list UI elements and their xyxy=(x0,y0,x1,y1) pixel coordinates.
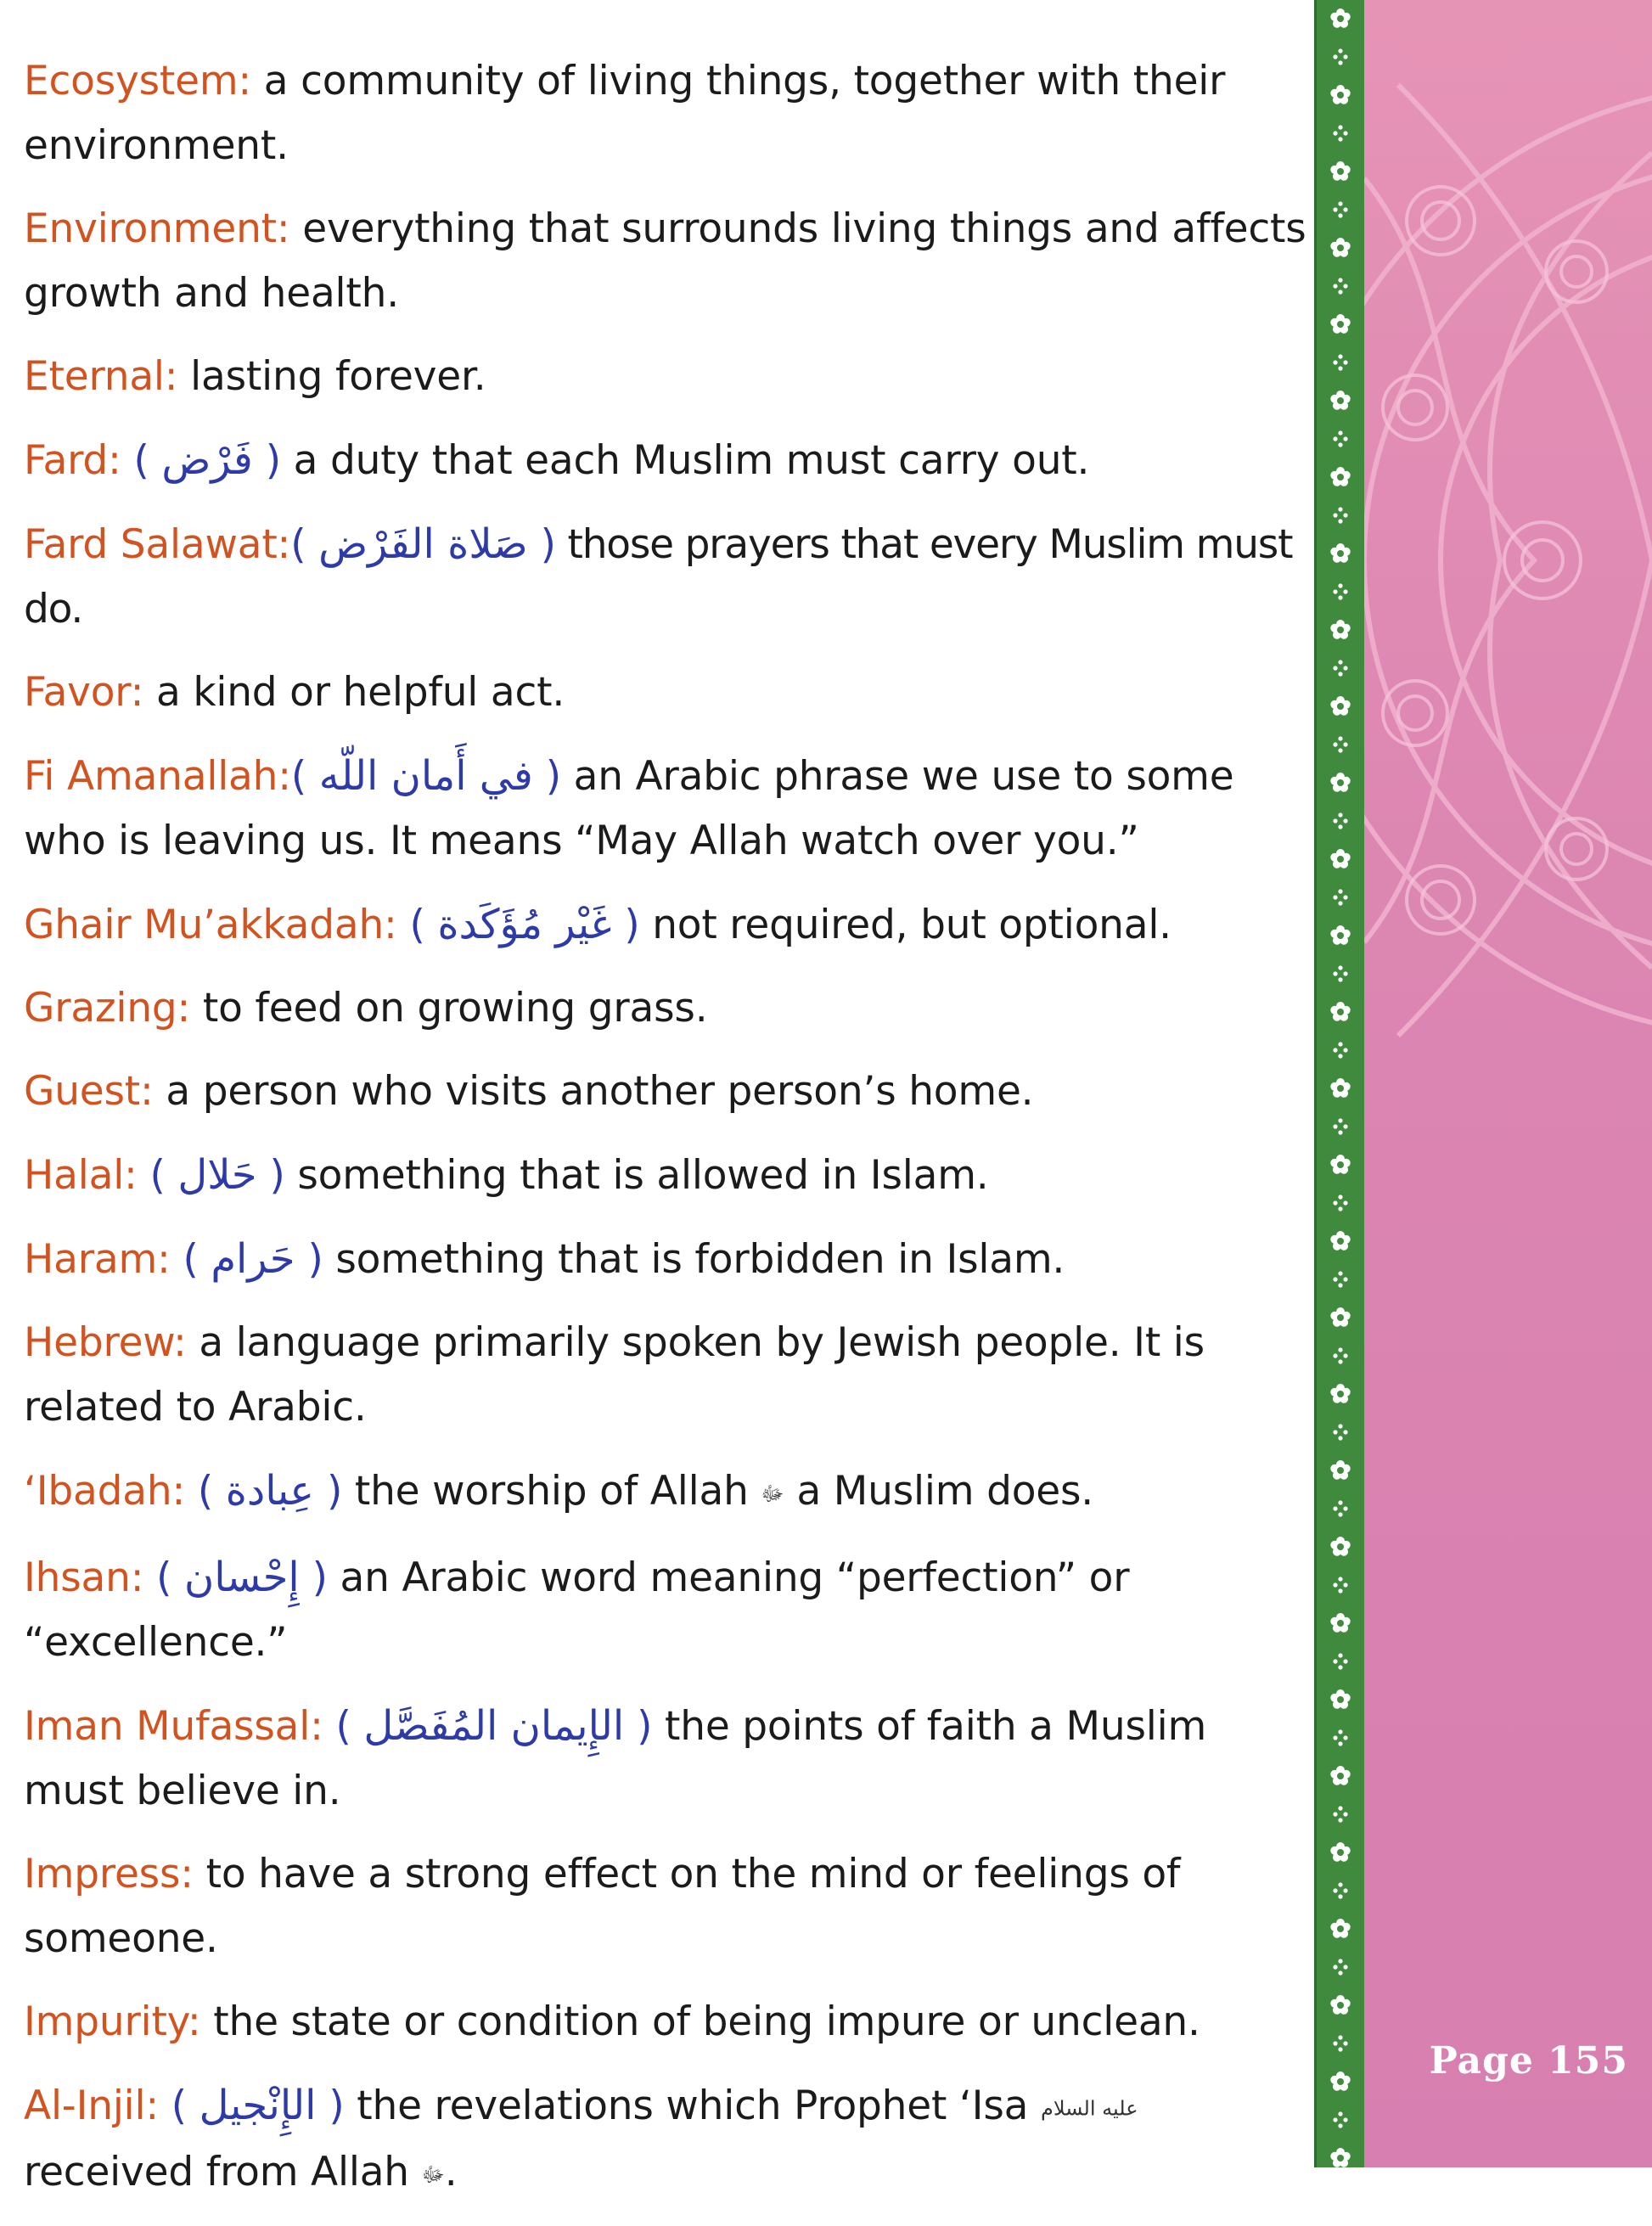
entry-definition: not required, but optional. xyxy=(639,902,1172,948)
entry-term: Ecosystem: xyxy=(24,58,252,104)
glossary-entry-fard-salawat: Fard Salawat:( صَلاة الفَرْض ) those prayers that every Muslim must do. xyxy=(24,520,1293,632)
entry-term: Al-Injil: xyxy=(24,2082,160,2129)
glossary-entry-ihsan: Ihsan: ( إِحْسان ) an Arabic word meaning “perfection” or “excellence.” xyxy=(24,1553,1130,1666)
glossary-entry-ibadah: ‘Ibadah: ( عِبادة ) the worship of Allah ﷻ a Muslim does. xyxy=(24,1467,1093,1515)
flower-border-icon xyxy=(1317,0,1364,2167)
entry-definition: a language primarily spoken by Jewish people. It is related to Arabic. xyxy=(24,1319,1205,1431)
entry-term: Favor: xyxy=(24,669,144,716)
entry-definition: a community of living things, together with their environment. xyxy=(24,58,1226,169)
glossary-entry-impurity xyxy=(24,1990,1314,2055)
entry-definition: lasting forever. xyxy=(177,353,486,400)
entry-definition: something that is forbidden in Islam. xyxy=(323,1236,1065,1283)
honorific-glyph: ﷻ xyxy=(761,1481,784,1506)
entry-definition-cont: received from Allah xyxy=(24,2149,409,2195)
entry-term: Halal: xyxy=(24,1152,138,1199)
glossary-entry-halal: Halal: ( حَلال ) something that is allowed in Islam. xyxy=(24,1151,989,1199)
entry-definition: something that is allowed in Islam. xyxy=(284,1152,989,1199)
entry-definition-end: . xyxy=(444,2149,458,2195)
page-number: Page 155 xyxy=(1429,2039,1628,2083)
entry-definition: a person who visits another person’s home. xyxy=(153,1068,1034,1115)
entry-arabic: الإِيمان المُفَصَّل xyxy=(363,1701,625,1750)
glossary-entry-ecosystem xyxy=(24,49,1314,178)
glossary-entry-guest xyxy=(24,1060,1314,1124)
glossary-entry-favor xyxy=(24,660,1314,725)
entry-arabic: حَلال xyxy=(177,1151,257,1199)
entry-definition: everything that surrounds living things and affects growth and health. xyxy=(24,205,1306,317)
ornament-medallion-icon xyxy=(1364,51,1652,1112)
glossary-entry-fard: Fard: ( فَرْض ) a duty that each Muslim must carry out. xyxy=(24,436,1090,484)
entry-definition: the worship of Allah xyxy=(342,1468,749,1515)
entry-term: Iman Mufassal: xyxy=(24,1702,323,1750)
entry-term: Ghair Mu’akkadah: xyxy=(24,902,397,948)
entry-definition-cont: a Muslim does. xyxy=(784,1468,1093,1515)
entry-term: ‘Ibadah: xyxy=(24,1468,186,1515)
entry-definition: a kind or helpful act. xyxy=(143,669,565,716)
decorative-border-strip xyxy=(1314,0,1367,2167)
entry-arabic: صَلاة الفَرْض xyxy=(318,520,528,568)
glossary-entry-impress xyxy=(24,1842,1314,1971)
entry-definition: an Arabic phrase we use to some who is leaving us. It means “May Allah watch over you.” xyxy=(24,753,1234,864)
entry-arabic: إِحْسان xyxy=(184,1553,300,1601)
entry-definition: the points of faith a Muslim must believe in. xyxy=(24,1702,1207,1814)
entry-arabic: الإِنْجيل xyxy=(199,2081,317,2129)
entry-arabic: فَرْض xyxy=(161,436,253,484)
glossary-entry-al-injil: Al-Injil: ( الإِنْجيل ) the revelations which Prophet ‘Isa عليه السلام received from Allah ﷻ. xyxy=(24,2081,1138,2195)
entry-term: Environment: xyxy=(24,205,290,252)
entry-definition: a duty that each Muslim must carry out. xyxy=(280,437,1090,484)
entry-term: Grazing: xyxy=(24,985,191,1031)
entry-definition: to feed on growing grass. xyxy=(190,985,708,1031)
entry-term: Ihsan: xyxy=(24,1554,144,1601)
entry-term: Guest: xyxy=(24,1068,154,1115)
entry-term: Fi Amanallah: xyxy=(24,753,291,800)
entry-term: Impress: xyxy=(24,1850,194,1897)
glossary-entry-haram: Haram: ( حَرام ) something that is forbidden in Islam. xyxy=(24,1235,1065,1283)
entry-arabic: في أَمان اللّه xyxy=(318,752,533,800)
glossary-entry-environment xyxy=(24,197,1314,326)
entry-definition: to have a strong effect on the mind or feelings of someone. xyxy=(24,1850,1181,1962)
entry-definition: an Arabic word meaning “perfection” or “excellence.” xyxy=(24,1554,1130,1666)
entry-definition: the state or condition of being impure or unclean. xyxy=(200,1998,1200,2045)
entry-arabic: حَرام xyxy=(211,1235,295,1283)
glossary-entry-hebrew xyxy=(24,1311,1314,1440)
entry-term: Fard: xyxy=(24,437,121,484)
entry-definition: those prayers that every Muslim must do. xyxy=(24,521,1293,632)
entry-arabic: عِبادة xyxy=(225,1467,315,1515)
glossary-entry-eternal xyxy=(24,345,1314,409)
entry-definition: the revelations which Prophet ‘Isa xyxy=(344,2082,1029,2129)
entry-term: Eternal: xyxy=(24,353,178,400)
decorative-side-panel xyxy=(1364,0,1652,2167)
glossary-list xyxy=(24,49,1314,2226)
glossary-entry-iman-mufassal: Iman Mufassal: ( الإِيمان المُفَصَّل ) the points of faith a Muslim must believe in. xyxy=(24,1701,1207,1814)
entry-term: Haram: xyxy=(24,1236,171,1283)
entry-arabic: غَيْر مُؤَكَدة xyxy=(437,901,612,948)
honorific-glyph: عليه السلام xyxy=(1040,2096,1138,2120)
entry-term: Fard Salawat: xyxy=(24,521,291,568)
glossary-entry-grazing xyxy=(24,976,1314,1041)
entry-term: Hebrew: xyxy=(24,1319,187,1366)
glossary-entry-ghair-muakkadah: Ghair Mu’akkadah: ( غَيْر مُؤَكَدة ) not required, but optional. xyxy=(24,901,1172,948)
glossary-entry-fi-amanallah: Fi Amanallah:( في أَمان اللّه ) an Arabic phrase we use to some who is leaving us. It means “May Allah watch over you.” xyxy=(24,752,1234,864)
honorific-glyph: ﷻ xyxy=(421,2162,445,2187)
entry-term: Impurity: xyxy=(24,1998,201,2045)
